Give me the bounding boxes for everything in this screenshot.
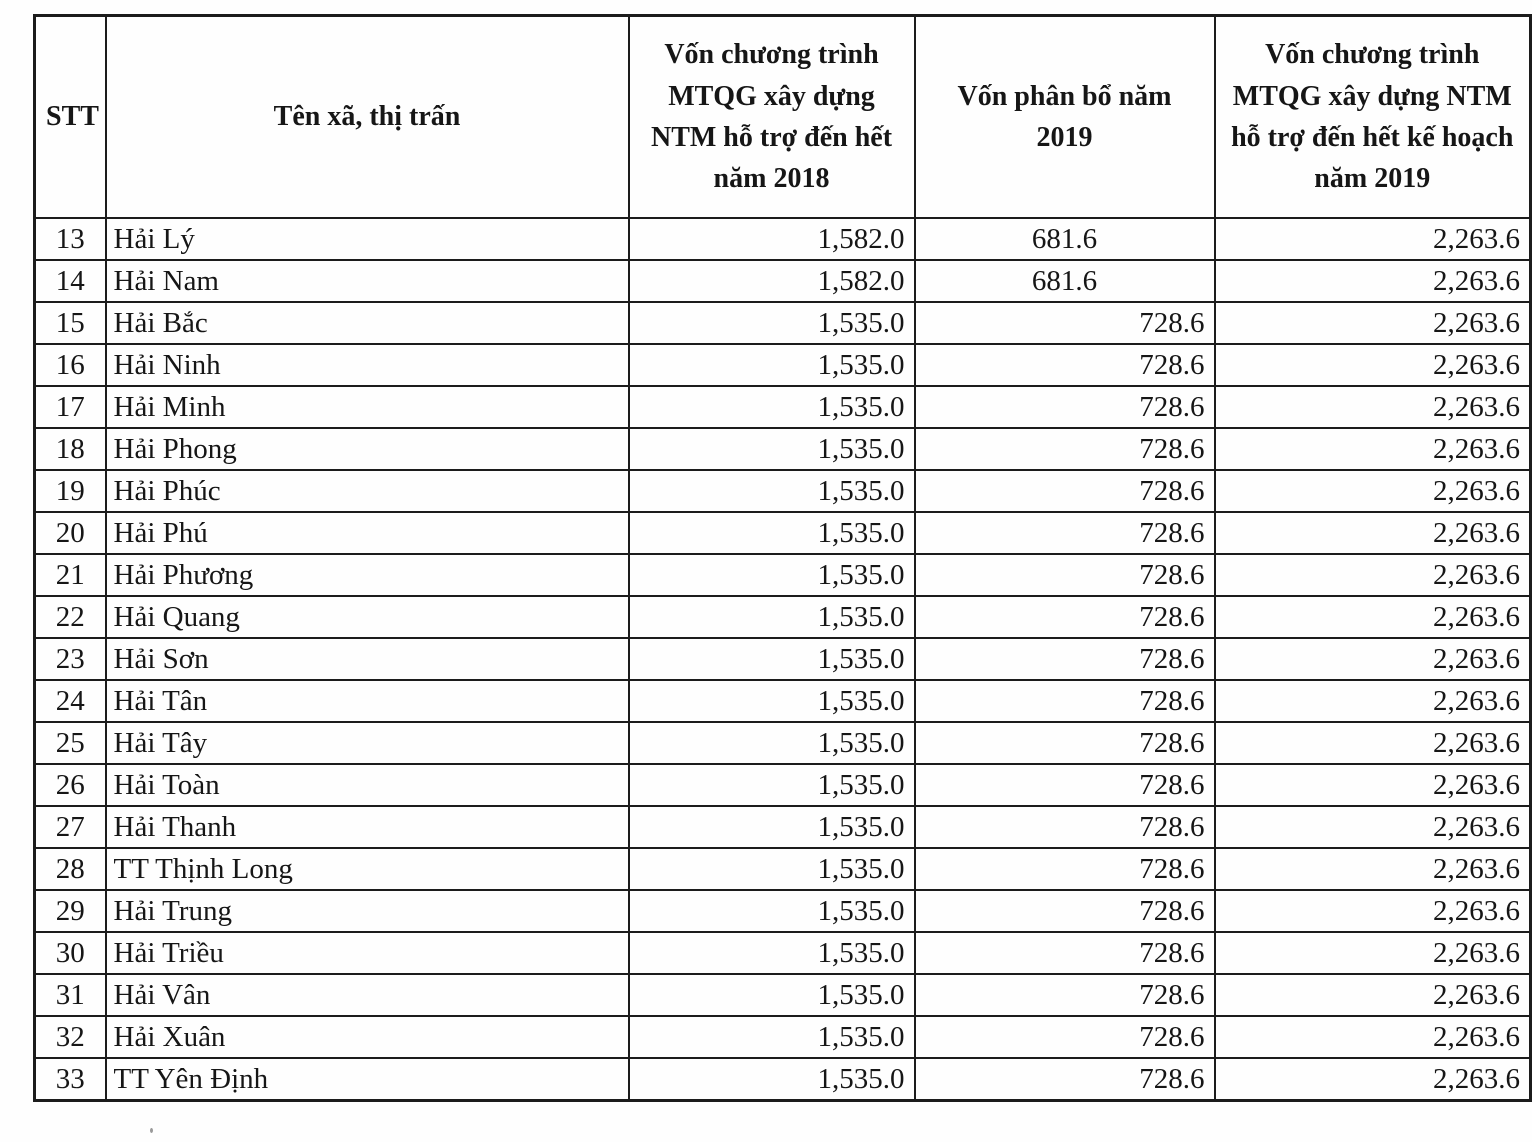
v2019-cell: 728.6: [915, 470, 1215, 512]
v2019-cell: 728.6: [915, 1016, 1215, 1058]
capital-allocation-table: [33, 14, 1532, 1102]
col-header-v2018: Vốn chương trình MTQG xây dựng NTM hỗ trợ đến hết năm 2018: [629, 16, 915, 219]
vplan2019-cell: 2,263.6: [1215, 638, 1531, 680]
vplan2019-cell: 2,263.6: [1215, 1058, 1531, 1101]
name-cell: Hải Bắc: [106, 302, 629, 344]
v2018-cell: 1,535.0: [629, 890, 915, 932]
header-row: [35, 16, 1531, 219]
vplan2019-cell: 2,263.6: [1215, 470, 1531, 512]
v2018-cell: 1,535.0: [629, 428, 915, 470]
vplan2019-cell: 2,263.6: [1215, 512, 1531, 554]
v2018-cell: 1,535.0: [629, 680, 915, 722]
stt-cell: 26: [35, 764, 106, 806]
v2018-cell: 1,535.0: [629, 764, 915, 806]
stt-cell: 31: [35, 974, 106, 1016]
table-row: [35, 680, 1531, 722]
v2019-cell: 728.6: [915, 386, 1215, 428]
v2018-cell: 1,535.0: [629, 554, 915, 596]
stt-cell: 24: [35, 680, 106, 722]
table-row: [35, 764, 1531, 806]
v2019-cell: 728.6: [915, 512, 1215, 554]
v2019-cell: 728.6: [915, 428, 1215, 470]
table-row: [35, 554, 1531, 596]
name-cell: Hải Phong: [106, 428, 629, 470]
stt-cell: 13: [35, 218, 106, 260]
stt-cell: 22: [35, 596, 106, 638]
vplan2019-cell: 2,263.6: [1215, 1016, 1531, 1058]
v2018-cell: 1,535.0: [629, 596, 915, 638]
v2018-cell: 1,535.0: [629, 848, 915, 890]
vplan2019-cell: 2,263.6: [1215, 260, 1531, 302]
table-row: [35, 806, 1531, 848]
v2018-cell: 1,582.0: [629, 218, 915, 260]
table-row: [35, 428, 1531, 470]
v2018-cell: 1,535.0: [629, 638, 915, 680]
name-cell: Hải Phương: [106, 554, 629, 596]
v2018-cell: 1,535.0: [629, 932, 915, 974]
v2018-cell: 1,535.0: [629, 302, 915, 344]
name-cell: Hải Toàn: [106, 764, 629, 806]
name-cell: Hải Sơn: [106, 638, 629, 680]
stt-cell: 14: [35, 260, 106, 302]
v2018-cell: 1,535.0: [629, 512, 915, 554]
stt-cell: 27: [35, 806, 106, 848]
v2018-cell: 1,535.0: [629, 344, 915, 386]
vplan2019-cell: 2,263.6: [1215, 344, 1531, 386]
v2019-cell: 681.6: [915, 218, 1215, 260]
stt-cell: 25: [35, 722, 106, 764]
table-row: [35, 638, 1531, 680]
col-header-vplan2019: Vốn chương trình MTQG xây dựng NTM hỗ trợ đến hết kế hoạch năm 2019: [1215, 16, 1531, 219]
name-cell: Hải Xuân: [106, 1016, 629, 1058]
table-row: [35, 974, 1531, 1016]
stt-cell: 17: [35, 386, 106, 428]
table-row: [35, 1058, 1531, 1101]
name-cell: Hải Tây: [106, 722, 629, 764]
v2019-cell: 728.6: [915, 764, 1215, 806]
name-cell: Hải Vân: [106, 974, 629, 1016]
table-row: [35, 512, 1531, 554]
name-cell: Hải Quang: [106, 596, 629, 638]
name-cell: Hải Phú: [106, 512, 629, 554]
v2019-cell: 728.6: [915, 596, 1215, 638]
vplan2019-cell: 2,263.6: [1215, 428, 1531, 470]
name-cell: Hải Lý: [106, 218, 629, 260]
vplan2019-cell: 2,263.6: [1215, 848, 1531, 890]
v2019-cell: 728.6: [915, 932, 1215, 974]
stt-cell: 23: [35, 638, 106, 680]
table-row: [35, 932, 1531, 974]
v2018-cell: 1,535.0: [629, 722, 915, 764]
stt-cell: 15: [35, 302, 106, 344]
v2019-cell: 728.6: [915, 638, 1215, 680]
table-row: [35, 344, 1531, 386]
table-row: [35, 218, 1531, 260]
vplan2019-cell: 2,263.6: [1215, 596, 1531, 638]
stt-cell: 18: [35, 428, 106, 470]
stt-cell: 21: [35, 554, 106, 596]
name-cell: Hải Ninh: [106, 344, 629, 386]
name-cell: Hải Trung: [106, 890, 629, 932]
v2019-cell: 728.6: [915, 806, 1215, 848]
vplan2019-cell: 2,263.6: [1215, 932, 1531, 974]
vplan2019-cell: 2,263.6: [1215, 764, 1531, 806]
stt-cell: 29: [35, 890, 106, 932]
name-cell: Hải Nam: [106, 260, 629, 302]
v2019-cell: 728.6: [915, 344, 1215, 386]
name-cell: Hải Thanh: [106, 806, 629, 848]
vplan2019-cell: 2,263.6: [1215, 302, 1531, 344]
vplan2019-cell: 2,263.6: [1215, 218, 1531, 260]
vplan2019-cell: 2,263.6: [1215, 680, 1531, 722]
name-cell: TT Thịnh Long: [106, 848, 629, 890]
name-cell: Hải Triều: [106, 932, 629, 974]
v2019-cell: 728.6: [915, 554, 1215, 596]
stt-cell: 32: [35, 1016, 106, 1058]
name-cell: Hải Minh: [106, 386, 629, 428]
v2019-cell: 728.6: [915, 302, 1215, 344]
name-cell: Hải Tân: [106, 680, 629, 722]
table-row: [35, 470, 1531, 512]
vplan2019-cell: 2,263.6: [1215, 554, 1531, 596]
v2018-cell: 1,535.0: [629, 1058, 915, 1101]
stt-cell: 16: [35, 344, 106, 386]
table-row: [35, 596, 1531, 638]
table-row: [35, 722, 1531, 764]
v2018-cell: 1,535.0: [629, 470, 915, 512]
col-header-stt: STT: [35, 16, 106, 219]
stt-cell: 19: [35, 470, 106, 512]
table-row: [35, 260, 1531, 302]
vplan2019-cell: 2,263.6: [1215, 806, 1531, 848]
v2019-cell: 728.6: [915, 890, 1215, 932]
v2019-cell: 728.6: [915, 974, 1215, 1016]
v2018-cell: 1,535.0: [629, 386, 915, 428]
name-cell: Hải Phúc: [106, 470, 629, 512]
stt-cell: 33: [35, 1058, 106, 1101]
v2019-cell: 728.6: [915, 848, 1215, 890]
table-body: [35, 218, 1531, 1101]
vplan2019-cell: 2,263.6: [1215, 386, 1531, 428]
v2018-cell: 1,535.0: [629, 974, 915, 1016]
table-row: [35, 848, 1531, 890]
table-header: [35, 16, 1531, 219]
table-row: [35, 1016, 1531, 1058]
vplan2019-cell: 2,263.6: [1215, 974, 1531, 1016]
col-header-v2019: Vốn phân bổ năm 2019: [915, 16, 1215, 219]
stt-cell: 20: [35, 512, 106, 554]
vplan2019-cell: 2,263.6: [1215, 722, 1531, 764]
v2019-cell: 728.6: [915, 680, 1215, 722]
v2019-cell: 728.6: [915, 722, 1215, 764]
v2018-cell: 1,535.0: [629, 806, 915, 848]
scan-speck-artifact: [150, 1128, 153, 1133]
vplan2019-cell: 2,263.6: [1215, 890, 1531, 932]
v2019-cell: 728.6: [915, 1058, 1215, 1101]
stt-cell: 30: [35, 932, 106, 974]
name-cell: TT Yên Định: [106, 1058, 629, 1101]
v2018-cell: 1,535.0: [629, 1016, 915, 1058]
v2018-cell: 1,582.0: [629, 260, 915, 302]
table-row: [35, 302, 1531, 344]
stt-cell: 28: [35, 848, 106, 890]
table-row: [35, 386, 1531, 428]
table-row: [35, 890, 1531, 932]
col-header-name: Tên xã, thị trấn: [106, 16, 629, 219]
v2019-cell: 681.6: [915, 260, 1215, 302]
